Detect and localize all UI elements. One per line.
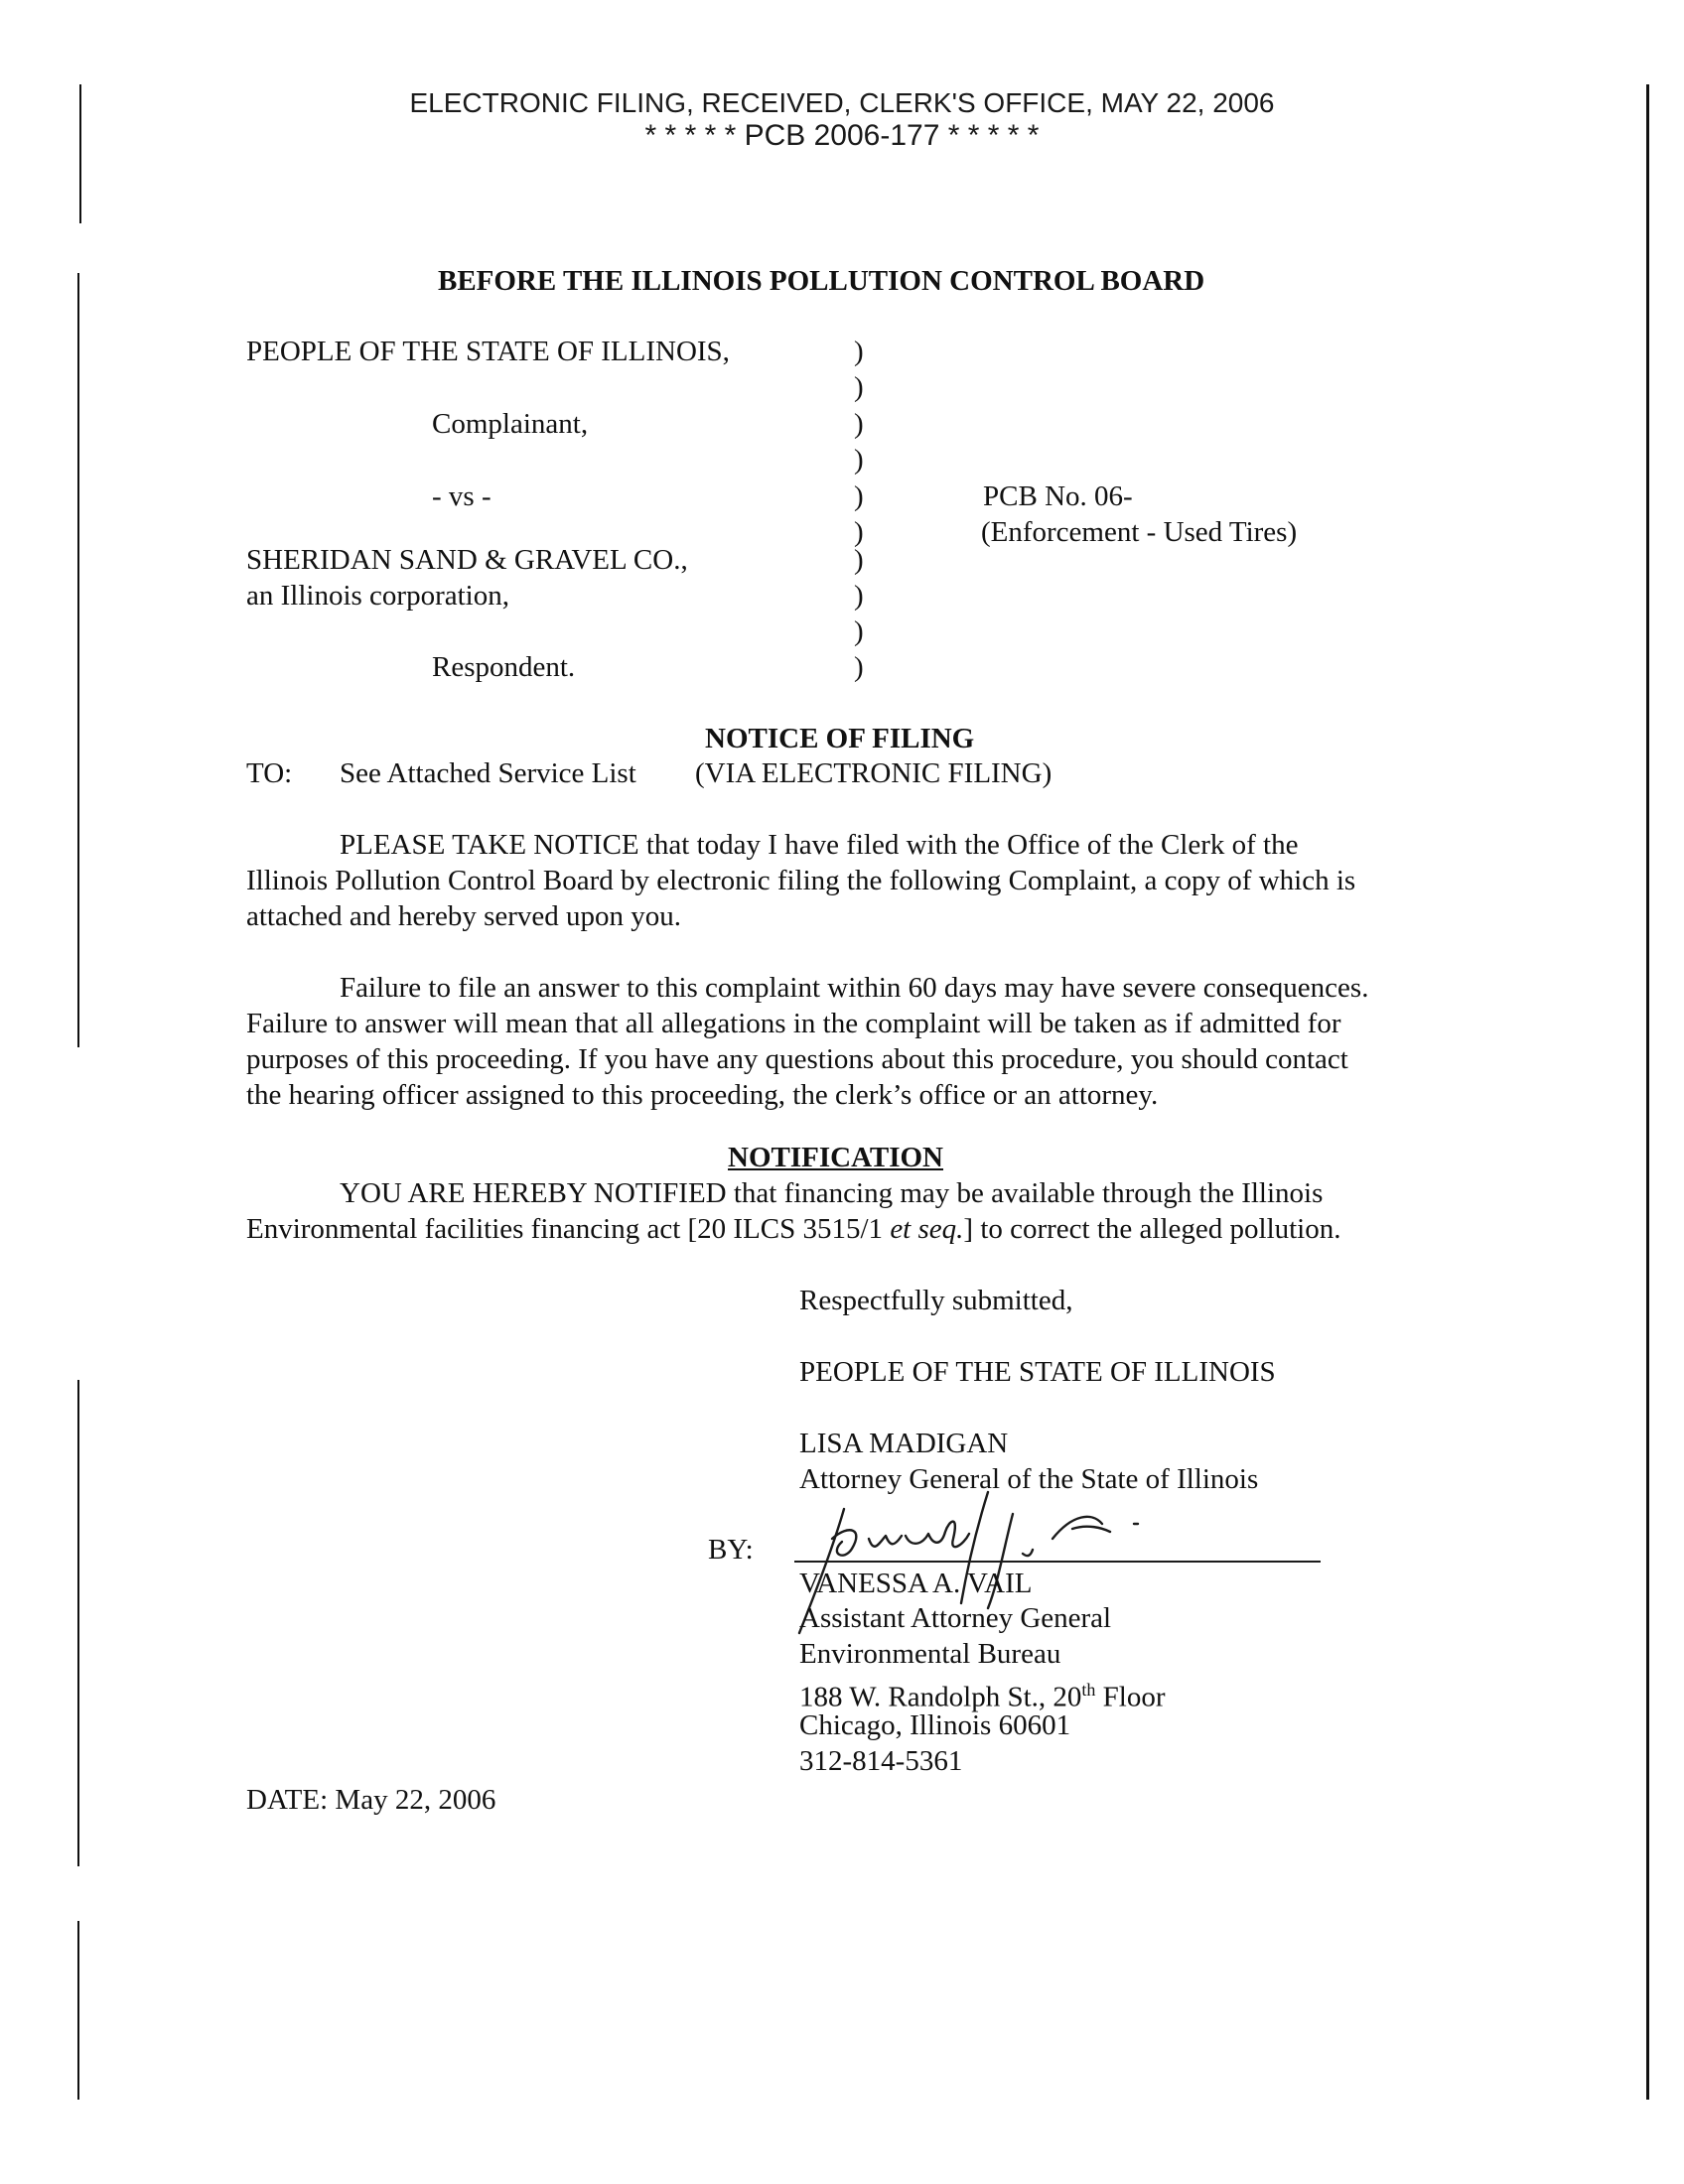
caption-paren: )	[854, 580, 864, 612]
notification-heading: NOTIFICATION	[728, 1142, 943, 1173]
floor-suffix: th	[1081, 1680, 1096, 1700]
respondent-name: SHERIDAN SAND & GRAVEL CO.,	[246, 544, 688, 576]
floor-label: Floor	[1095, 1681, 1166, 1713]
respondent-role: Respondent.	[432, 651, 576, 683]
notification-line-1: YOU ARE HEREBY NOTIFIED that financing may be available through the Illinois	[340, 1177, 1324, 1209]
party-name: PEOPLE OF THE STATE OF ILLINOIS	[799, 1356, 1276, 1388]
scan-edge-left-middle	[77, 273, 79, 1047]
to-label: TO:	[246, 757, 293, 789]
scan-edge-left-lower	[77, 1380, 79, 1866]
notice-paragraph-2-line-3: purposes of this proceeding. If you have any questions about this procedure, you should contact	[246, 1043, 1348, 1075]
date-line: DATE: May 22, 2006	[246, 1784, 496, 1816]
scan-edge-right	[1646, 84, 1649, 2100]
caption-paren: )	[854, 516, 864, 548]
caption-paren: )	[854, 480, 864, 512]
scan-edge-left-bottom	[77, 1921, 79, 2100]
board-title: BEFORE THE ILLINOIS POLLUTION CONTROL BOARD	[438, 265, 1205, 297]
bureau: Environmental Bureau	[799, 1638, 1061, 1670]
filing-stamp-line1: ELECTRONIC FILING, RECEIVED, CLERK'S OFFICE, MAY 22, 2006	[409, 87, 1275, 118]
complainant-name: PEOPLE OF THE STATE OF ILLINOIS,	[246, 336, 730, 367]
phone-number: 312-814-5361	[799, 1745, 963, 1777]
notice-paragraph-2-line-1: Failure to file an answer to this complaint within 60 days may have severe consequences.	[340, 972, 1369, 1004]
et-seq: et seq.	[890, 1213, 964, 1245]
signature-line	[794, 1561, 1321, 1563]
caption-paren: )	[854, 651, 864, 683]
caption-paren: )	[854, 444, 864, 476]
by-label: BY:	[708, 1534, 754, 1566]
filing-stamp-line2: * * * * * PCB 2006-177 * * * * *	[644, 119, 1040, 152]
complainant-role: Complainant,	[432, 408, 589, 440]
via-electronic-filing: (VIA ELECTRONIC FILING)	[695, 757, 1052, 789]
street-address-text: 188 W. Randolph St., 20	[799, 1681, 1082, 1713]
caption-paren: )	[854, 615, 864, 647]
notification-line-2	[246, 1211, 1341, 1248]
city-state-zip: Chicago, Illinois 60601	[799, 1709, 1071, 1741]
attorney-general-name: LISA MADIGAN	[799, 1428, 1009, 1459]
signer-title: Assistant Attorney General	[799, 1602, 1112, 1634]
caption-paren: )	[854, 408, 864, 440]
notice-heading: NOTICE OF FILING	[705, 723, 975, 754]
respondent-description: an Illinois corporation,	[246, 580, 509, 612]
versus-label: - vs -	[432, 480, 491, 512]
caption-paren: )	[854, 336, 864, 367]
closing: Respectfully submitted,	[799, 1285, 1073, 1316]
caption-paren: )	[854, 371, 864, 403]
notification-line-2-text: Environmental facilities financing act [20 ILCS 3515/1	[246, 1213, 891, 1245]
signer-name: VANESSA A. VAIL	[799, 1568, 1033, 1599]
case-type: (Enforcement - Used Tires)	[981, 516, 1298, 548]
to-value: See Attached Service List	[340, 757, 636, 789]
attorney-general-title: Attorney General of the State of Illinois	[799, 1463, 1259, 1495]
notice-paragraph-1-line-1: PLEASE TAKE NOTICE that today I have filed with the Office of the Clerk of the	[340, 829, 1299, 861]
notice-paragraph-2-line-4: the hearing officer assigned to this proceeding, the clerk’s office or an attorney.	[246, 1079, 1159, 1111]
notice-paragraph-1-line-2: Illinois Pollution Control Board by electronic filing the following Complaint, a copy of which is	[246, 865, 1356, 896]
caption-paren: )	[854, 544, 864, 576]
notice-paragraph-1-line-3: attached and hereby served upon you.	[246, 900, 682, 932]
notice-paragraph-2-line-2: Failure to answer will mean that all allegations in the complaint will be taken as if admitted for	[246, 1008, 1341, 1039]
case-number: PCB No. 06-	[983, 480, 1133, 512]
notification-line-2-end: ] to correct the alleged pollution.	[963, 1213, 1341, 1245]
